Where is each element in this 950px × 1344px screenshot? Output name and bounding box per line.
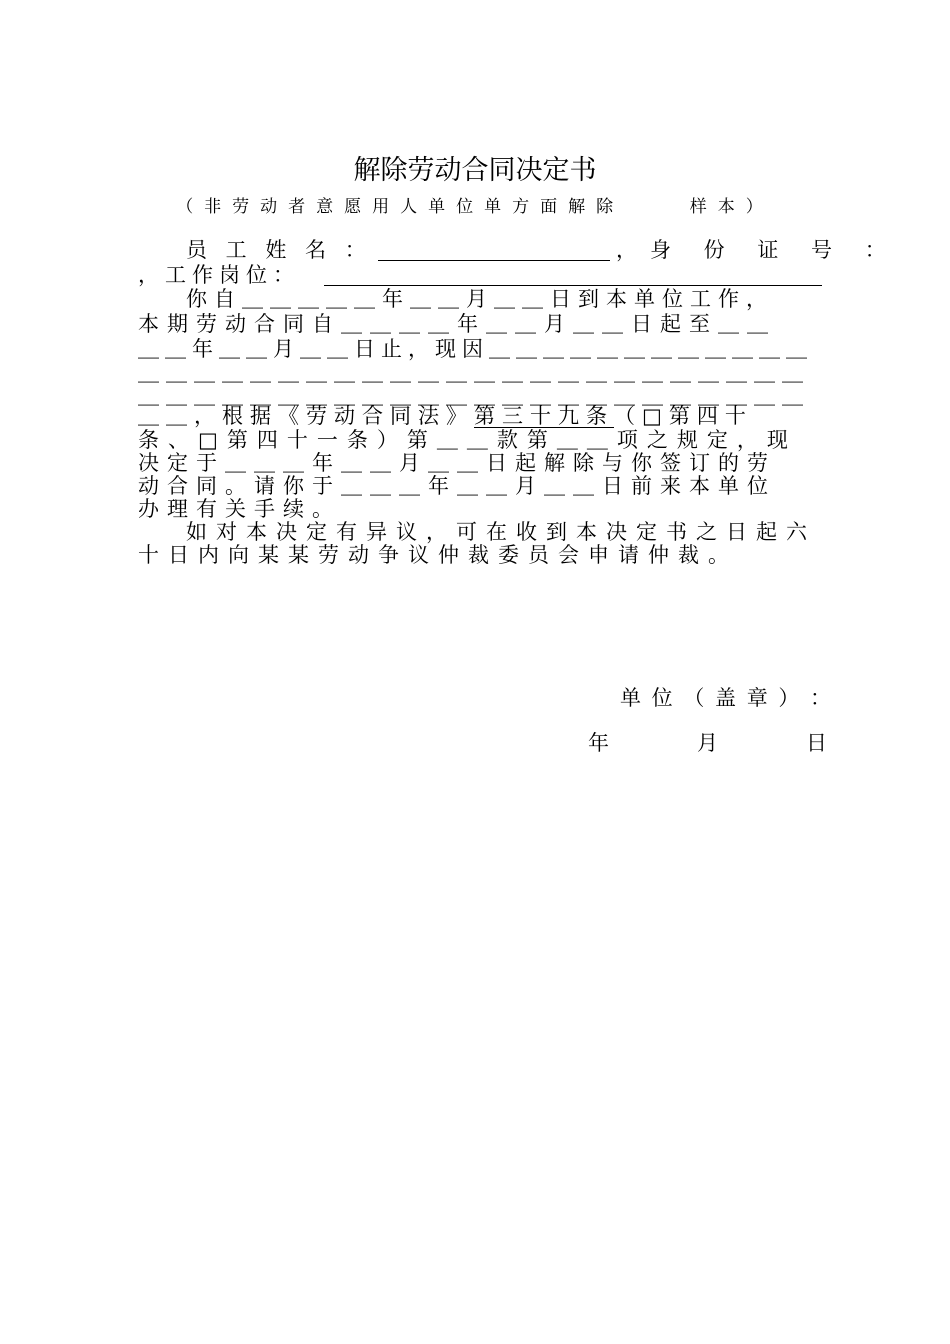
unit-seal-label: 单 位 （ 盖 章 ） ： xyxy=(620,686,834,710)
appointment-line: 动合同。请你于＿＿＿年＿＿月＿＿日前来本单位 xyxy=(138,474,776,498)
position-blank[interactable] xyxy=(324,265,822,286)
legal-basis-prefix: ＿＿，根据《劳动合同法》 xyxy=(138,404,474,428)
position-label: ，工作岗位： xyxy=(138,263,300,287)
legal-basis-line xyxy=(138,404,828,428)
contract-period-line: 本期劳动合同自＿＿＿＿年＿＿月＿＿日起至＿＿ xyxy=(138,312,776,336)
objection-line: 如对本决定有异议，可在收到本决定书之日起六 xyxy=(186,520,816,544)
date-month-label: 月 xyxy=(697,731,718,755)
termination-date-line: 决定于＿＿＿年＿＿月＿＿日起解除与你签订的劳 xyxy=(138,451,776,475)
employee-name-blank[interactable] xyxy=(378,240,610,261)
reason-blank-line-1: ＿＿＿＿＿＿＿＿＿＿＿＿＿＿＿＿＿＿＿＿＿＿＿＿ xyxy=(138,361,810,385)
start-date-line: 你自＿＿＿＿＿年＿＿月＿＿日到本单位工作， xyxy=(186,287,774,311)
date-day-label: 日 xyxy=(806,731,827,755)
provision-line: 条、□第四十一条）第＿＿款第＿＿项之规定，现 xyxy=(138,428,797,452)
date-year-label: 年 xyxy=(588,731,609,755)
reason-blank-line-2: ＿＿＿＿＿＿＿＿＿＿＿＿＿＿＿＿＿＿＿＿＿＿＿＿ xyxy=(138,384,810,408)
id-number-label: 身 份 证 号 ： xyxy=(650,238,899,262)
employee-name-label: 员 工 姓 名 ： xyxy=(186,238,372,262)
document-title: 解除劳动合同决定书 xyxy=(353,155,597,186)
arbitration-line: 十日内向某某劳动争议仲裁委员会申请仲裁。 xyxy=(138,543,738,567)
legal-basis-suffix: （□第四十 xyxy=(614,404,753,428)
contract-end-line: ＿＿年＿＿月＿＿日止，现因＿＿＿＿＿＿＿＿＿＿＿＿ xyxy=(138,337,813,361)
article-39-reference: 第三十九条 xyxy=(474,404,614,428)
procedure-line: 办理有关手续。 xyxy=(138,497,341,521)
comma-separator: ， xyxy=(616,238,643,262)
document-subtitle: （非劳动者意愿用人单位单方面解除 样本） xyxy=(176,197,774,217)
